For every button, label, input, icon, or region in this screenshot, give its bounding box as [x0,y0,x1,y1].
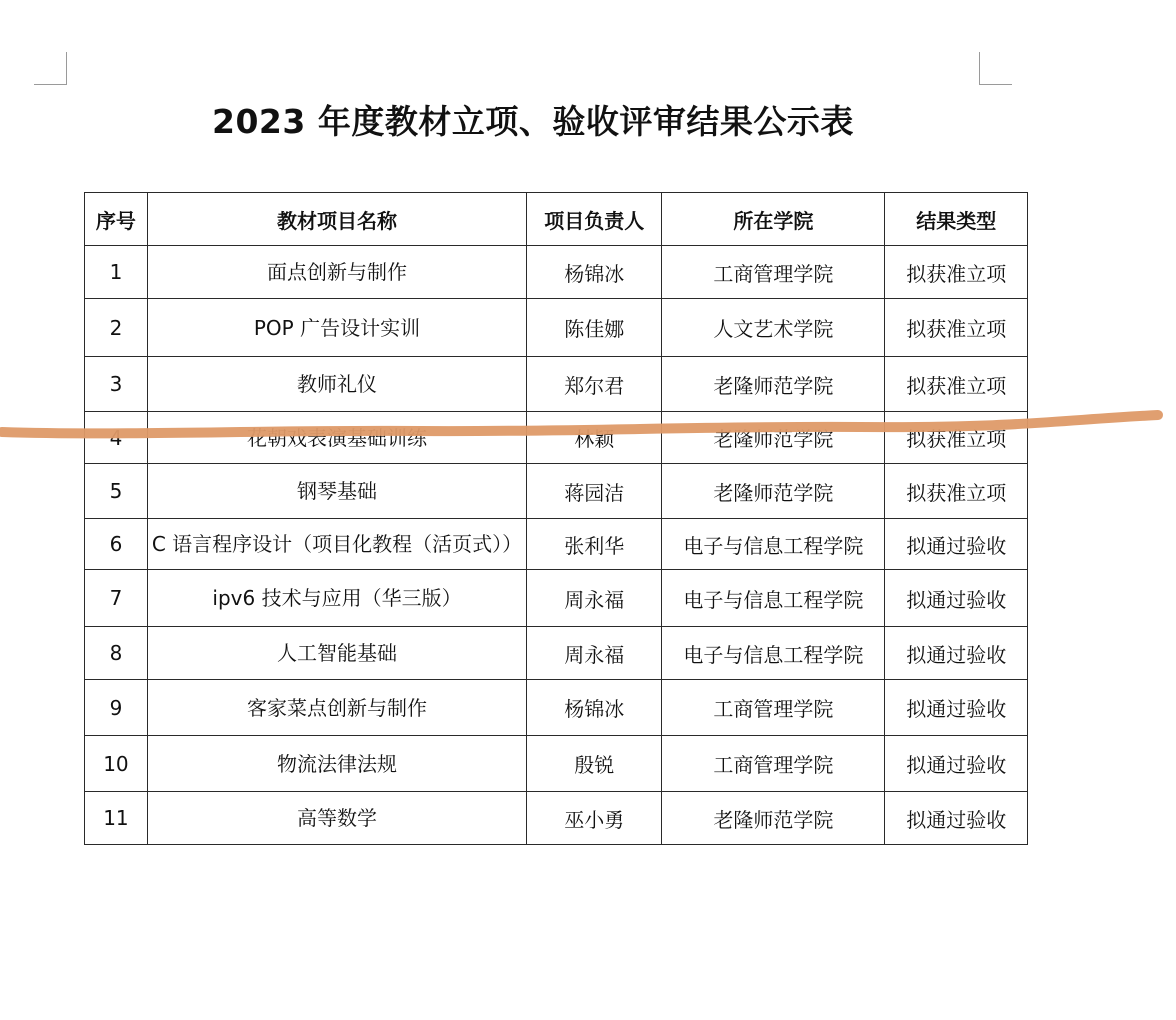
cell-project-name [147,570,526,627]
cell-leader: 蒋园洁 [527,464,662,519]
project-name-text: 高等数学 [297,806,377,830]
table-row [85,519,1028,570]
table-row [85,357,1028,412]
cell-college: 老隆师范学院 [662,412,885,464]
cell-project-name [147,357,526,412]
table-row [85,412,1028,464]
cell-project-name [147,627,526,680]
cell-leader: 周永福 [527,627,662,680]
table-row [85,246,1028,299]
header-result-type: 结果类型 [885,193,1028,246]
cell-result-type: 拟获准立项 [885,246,1028,299]
table-row [85,299,1028,357]
page-margin-mark-top-left [34,52,67,85]
project-name-text: POP 广告设计实训 [253,315,421,340]
cell-college: 老隆师范学院 [662,464,885,519]
table-row [85,792,1028,845]
cell-no: 1 [85,246,148,299]
cell-project-name [147,299,526,357]
cell-no: 4 [85,412,148,464]
cell-result-type: 拟通过验收 [885,680,1028,736]
cell-result-type: 拟获准立项 [885,464,1028,519]
project-name-text: 物流法律法规 [277,751,397,776]
project-name-text: ipv6 技术与应用（华三版） [212,586,462,610]
project-name-text: C 语言程序设计（项目化教程（活页式）） [151,532,523,556]
header-leader: 项目负责人 [527,193,662,246]
page-margin-mark-top-right [979,52,1012,85]
cell-college: 工商管理学院 [662,680,885,736]
cell-college: 人文艺术学院 [662,299,885,357]
cell-leader: 陈佳娜 [527,299,662,357]
cell-college: 工商管理学院 [662,736,885,792]
cell-no: 7 [85,570,148,627]
cell-project-name [147,246,526,299]
cell-college: 电子与信息工程学院 [662,519,885,570]
header-college: 所在学院 [662,193,885,246]
cell-college: 老隆师范学院 [662,357,885,412]
document-title: 2023 年度教材立项、验收评审结果公示表 [212,102,854,141]
results-table [84,192,1028,845]
cell-result-type: 拟获准立项 [885,412,1028,464]
table-row [85,570,1028,627]
cell-college: 电子与信息工程学院 [662,627,885,680]
cell-no: 5 [85,464,148,519]
cell-leader: 林颖 [527,412,662,464]
cell-no: 9 [85,680,148,736]
cell-no: 6 [85,519,148,570]
table-row [85,464,1028,519]
project-name-text: 客家菜点创新与制作 [247,695,427,720]
cell-college: 老隆师范学院 [662,792,885,845]
cell-result-type: 拟通过验收 [885,519,1028,570]
cell-leader: 郑尔君 [527,357,662,412]
table-row [85,627,1028,680]
cell-no: 8 [85,627,148,680]
cell-no: 3 [85,357,148,412]
cell-no: 10 [85,736,148,792]
cell-leader: 巫小勇 [527,792,662,845]
cell-leader: 殷锐 [527,736,662,792]
cell-result-type: 拟通过验收 [885,570,1028,627]
header-no: 序号 [85,193,148,246]
table-row [85,680,1028,736]
cell-result-type: 拟通过验收 [885,627,1028,680]
cell-leader: 杨锦冰 [527,680,662,736]
project-name-text: 钢琴基础 [297,479,377,503]
cell-project-name [147,412,526,464]
cell-no: 2 [85,299,148,357]
cell-leader: 周永福 [527,570,662,627]
cell-college: 工商管理学院 [662,246,885,299]
header-project-name: 教材项目名称 [147,193,526,246]
project-name-text: 教师礼仪 [297,372,377,396]
cell-no: 11 [85,792,148,845]
cell-leader: 杨锦冰 [527,246,662,299]
cell-result-type: 拟获准立项 [885,299,1028,357]
table-header-row [85,193,1028,246]
project-name-text: 人工智能基础 [277,641,397,665]
cell-project-name [147,464,526,519]
cell-result-type: 拟通过验收 [885,792,1028,845]
project-name-text: 花朝戏表演基础训练 [247,425,427,450]
cell-project-name [147,519,526,570]
cell-leader: 张利华 [527,519,662,570]
cell-college: 电子与信息工程学院 [662,570,885,627]
cell-result-type: 拟通过验收 [885,736,1028,792]
table-row [85,736,1028,792]
cell-project-name [147,680,526,736]
cell-project-name [147,736,526,792]
project-name-text: 面点创新与制作 [267,260,407,284]
cell-project-name [147,792,526,845]
cell-result-type: 拟获准立项 [885,357,1028,412]
